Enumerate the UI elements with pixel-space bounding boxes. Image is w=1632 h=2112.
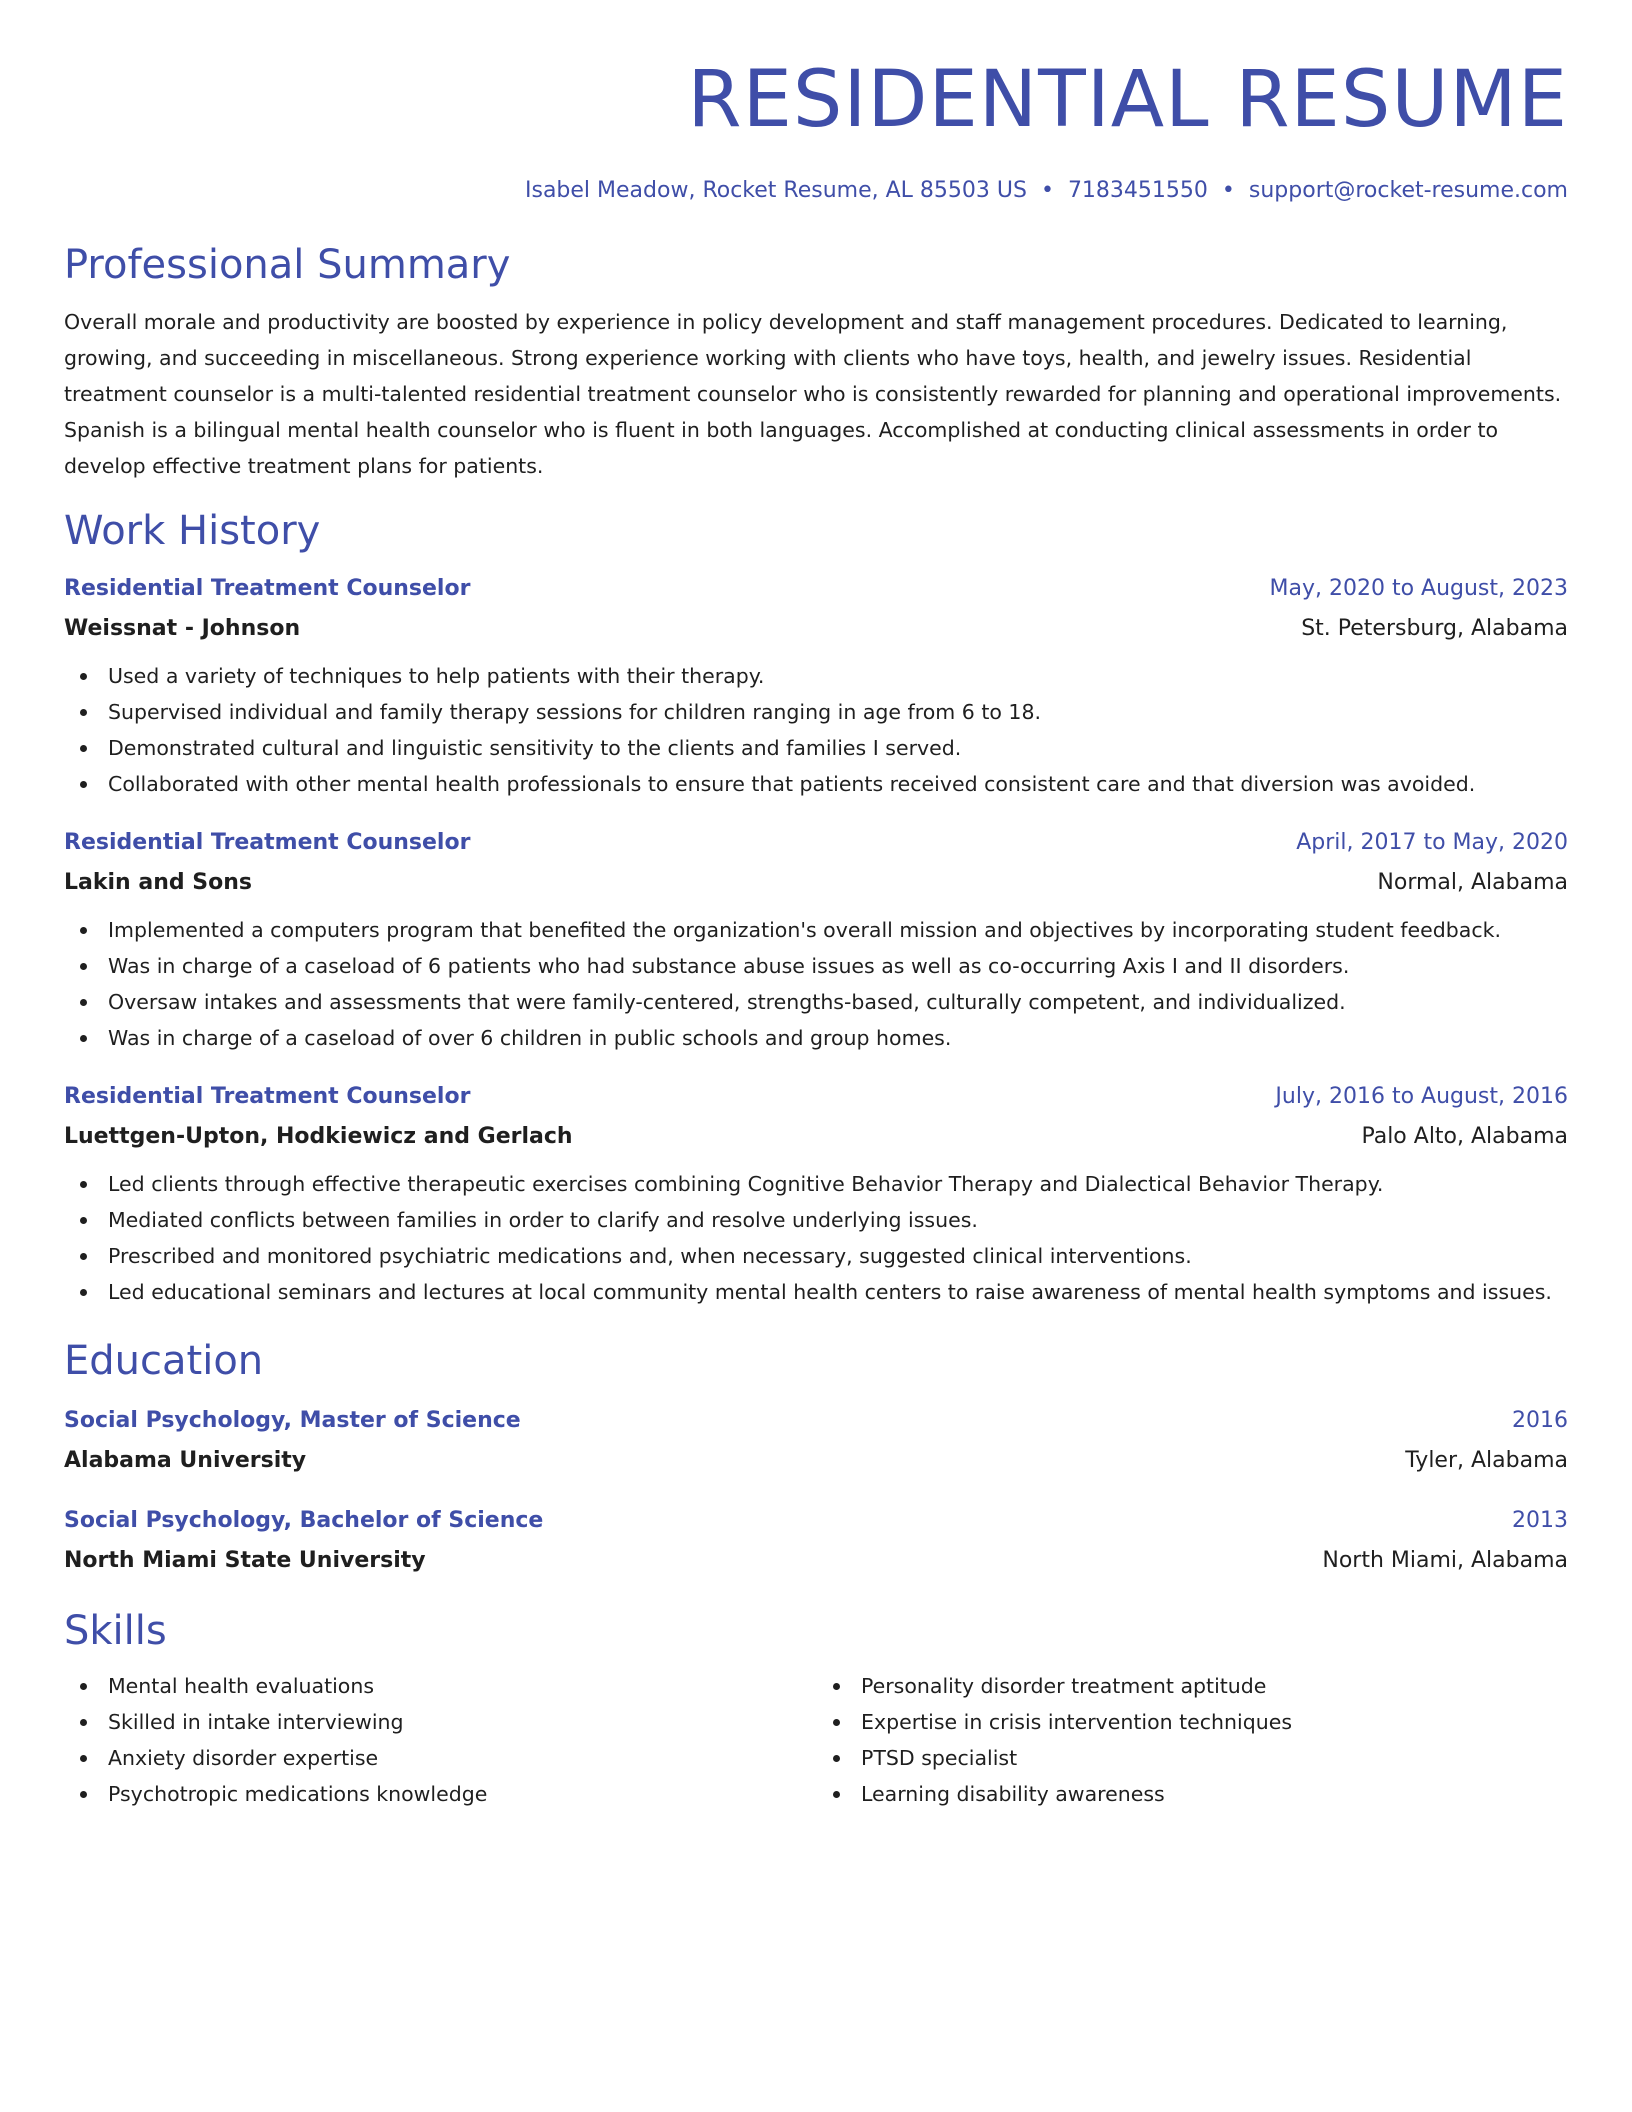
list-item: Prescribed and monitored psychiatric medications and, when necessary, suggested clinical interventions. (64, 1238, 1568, 1274)
job-company-row (64, 1122, 1568, 1152)
job-title: Residential Treatment Counselor (64, 576, 471, 601)
skills-section (64, 1606, 1568, 1812)
skill-item: Skilled in intake interviewing (64, 1704, 815, 1740)
job-bullets (64, 912, 1568, 1056)
list-item: Collaborated with other mental health professionals to ensure that patients received consistent care and that diversion was avoided. (64, 766, 1568, 802)
job-dates: May, 2020 to August, 2023 (1269, 576, 1568, 601)
section-heading-education: Education (64, 1338, 264, 1384)
job-location: Normal, Alabama (1377, 870, 1568, 895)
contact-separator: • (1221, 178, 1235, 203)
education-school: Alabama University (64, 1448, 307, 1473)
job-company: Weissnat - Johnson (64, 616, 301, 641)
page-title: RESIDENTIAL RESUME (687, 55, 1568, 145)
skill-item: Learning disability awareness (817, 1776, 1568, 1812)
list-item: Implemented a computers program that benefited the organization's overall mission and objectives by incorporating student feedback. (64, 912, 1568, 948)
skill-item: Personality disorder treatment aptitude (817, 1668, 1568, 1704)
job-location: Palo Alto, Alabama (1361, 1124, 1568, 1149)
skill-item: Mental health evaluations (64, 1668, 815, 1704)
job-bullets (64, 658, 1568, 802)
job-title-row (64, 574, 1568, 604)
job-title: Residential Treatment Counselor (64, 830, 471, 855)
contact-address: Isabel Meadow, Rocket Resume, AL 85503 US (525, 178, 1027, 203)
job-company-row (64, 868, 1568, 898)
education-school: North Miami State University (64, 1548, 426, 1573)
contact-phone[interactable]: 7183451550 (1067, 178, 1208, 203)
section-heading-skills: Skills (64, 1608, 167, 1654)
list-item: Was in charge of a caseload of 6 patients who had substance abuse issues as well as co-occurring Axis I and II disorders. (64, 948, 1568, 984)
education-degree: Social Psychology, Bachelor of Science (64, 1508, 544, 1533)
work-history-section (64, 506, 1568, 1310)
education-degree-row (64, 1506, 1568, 1536)
list-item: Led educational seminars and lectures at local community mental health centers to raise awareness of mental health symptoms and issues. (64, 1274, 1568, 1310)
list-item: Used a variety of techniques to help patients with their therapy. (64, 658, 1568, 694)
section-heading-work-history: Work History (64, 508, 321, 554)
section-heading-summary: Professional Summary (64, 242, 511, 288)
job-company: Lakin and Sons (64, 870, 252, 895)
education-school-row (64, 1546, 1568, 1576)
list-item: Oversaw intakes and assessments that were family-centered, strengths-based, culturally competent, and individualized. (64, 984, 1568, 1020)
job-company-row (64, 614, 1568, 644)
education-degree: Social Psychology, Master of Science (64, 1408, 521, 1433)
skills-list-right (815, 1668, 1568, 1812)
contact-separator: • (1040, 178, 1054, 203)
education-location: North Miami, Alabama (1322, 1548, 1568, 1573)
list-item: Mediated conflicts between families in order to clarify and resolve underlying issues. (64, 1202, 1568, 1238)
education-entry (64, 1406, 1568, 1476)
job-entry (64, 828, 1568, 1056)
education-year: 2016 (1512, 1408, 1568, 1433)
education-degree-row (64, 1406, 1568, 1436)
skill-item: Expertise in crisis intervention techniques (817, 1704, 1568, 1740)
job-dates: July, 2016 to August, 2016 (1275, 1084, 1568, 1109)
education-entry (64, 1506, 1568, 1576)
job-dates: April, 2017 to May, 2020 (1296, 830, 1568, 855)
resume-header (64, 52, 1568, 206)
job-location: St. Petersburg, Alabama (1301, 616, 1568, 641)
job-company: Luettgen-Upton, Hodkiewicz and Gerlach (64, 1124, 573, 1149)
skills-list-left (64, 1668, 815, 1812)
list-item: Led clients through effective therapeutic exercises combining Cognitive Behavior Therapy and Dialectical Behavior Therapy. (64, 1166, 1568, 1202)
list-item: Supervised individual and family therapy sessions for children ranging in age from 6 to 18. (64, 694, 1568, 730)
job-entry (64, 1082, 1568, 1310)
skill-item: PTSD specialist (817, 1740, 1568, 1776)
skill-item: Psychotropic medications knowledge (64, 1776, 815, 1812)
contact-email[interactable]: support@rocket-resume.com (1248, 178, 1568, 203)
job-title: Residential Treatment Counselor (64, 1084, 471, 1109)
skills-columns (64, 1668, 1568, 1812)
education-location: Tyler, Alabama (1405, 1448, 1568, 1473)
job-title-row (64, 1082, 1568, 1112)
education-year: 2013 (1512, 1508, 1568, 1533)
education-section (64, 1336, 1568, 1576)
skill-item: Anxiety disorder expertise (64, 1740, 815, 1776)
list-item: Demonstrated cultural and linguistic sensitivity to the clients and families I served. (64, 730, 1568, 766)
job-title-row (64, 828, 1568, 858)
education-school-row (64, 1446, 1568, 1476)
job-entry (64, 574, 1568, 802)
list-item: Was in charge of a caseload of over 6 children in public schools and group homes. (64, 1020, 1568, 1056)
summary-text: Overall morale and productivity are boosted by experience in policy development and staff management procedures. Dedicated to learning, growing, and succeeding in miscellaneous. Strong experience working with clients who have toys, health, and jewelry issues. Residential treatment counselor is a multi-talented residential treatment counselor who is consistently rewarded for planning and operational improvements. Spanish is a bilingual mental health counselor who is fluent in both languages. Accomplished at conducting clinical assessments in order to develop effective treatment plans for patients. (64, 310, 1562, 478)
job-bullets (64, 1166, 1568, 1310)
summary-section (64, 240, 1568, 484)
contact-line (64, 176, 1568, 206)
